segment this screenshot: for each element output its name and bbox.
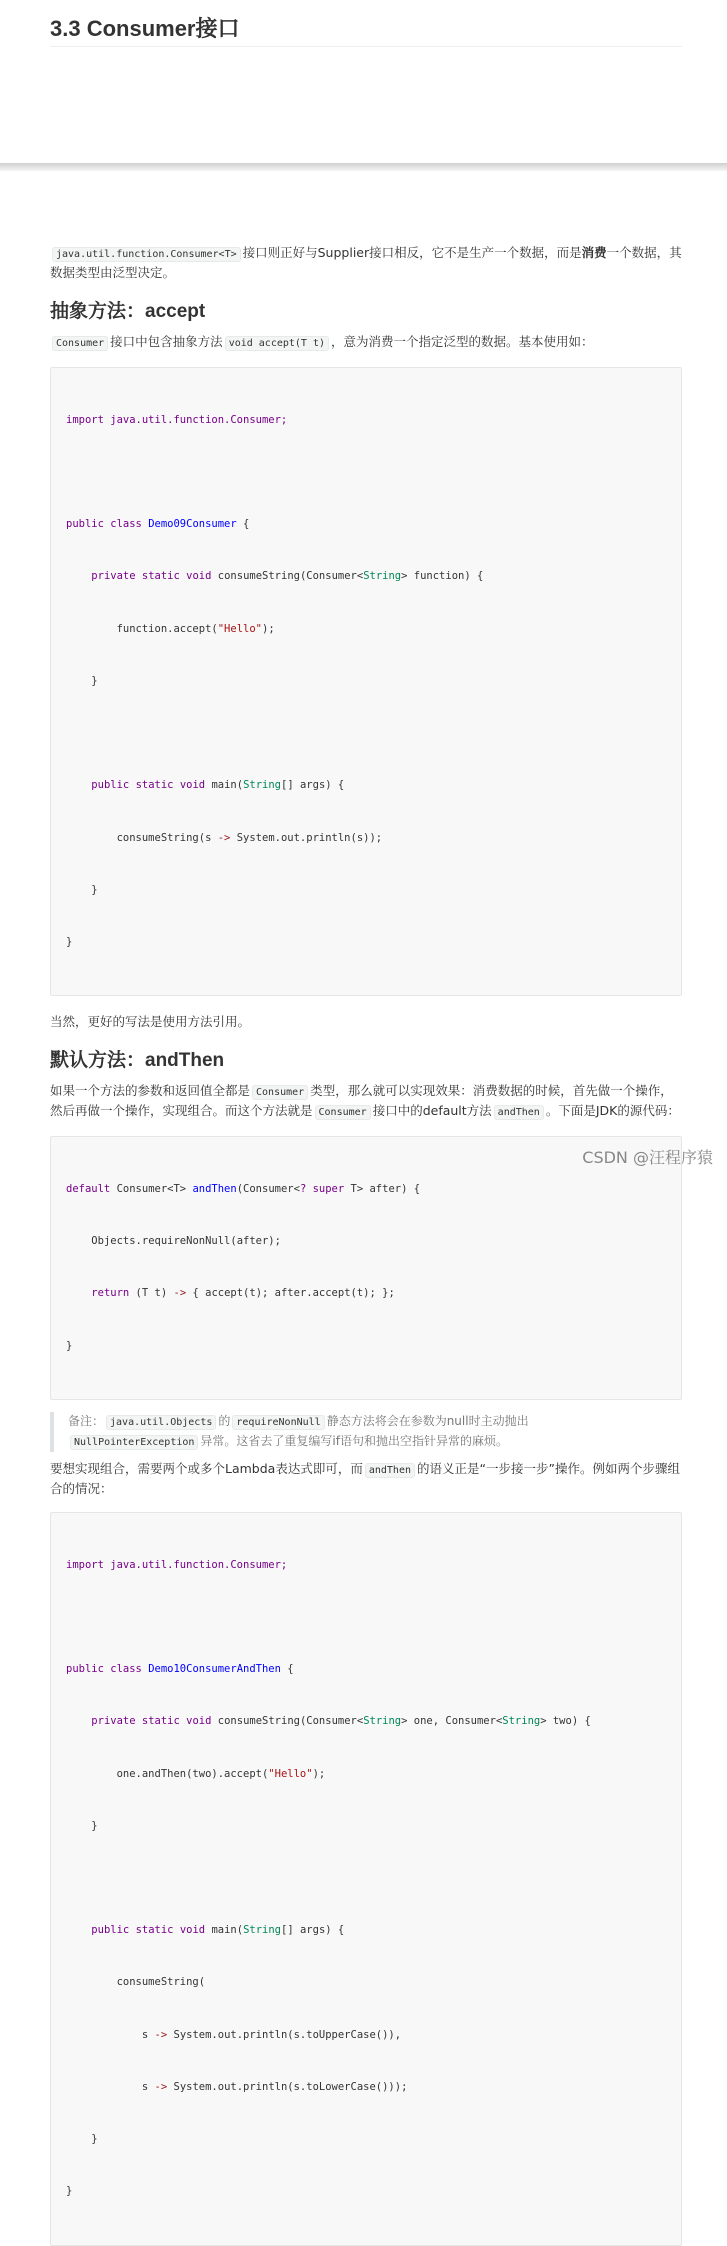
csdn-watermark: CSDN @汪程序猿 xyxy=(582,1148,713,1167)
combine-paragraph: 要想实现组合，需要两个或多个Lambda表达式即可，而 andThen 的语义正是“一步接一步”操作。例如两个步骤组合的情况： xyxy=(50,1460,680,1496)
code-line: } xyxy=(66,2185,73,2198)
inline-code: java.util.function.Consumer<T> xyxy=(52,247,241,262)
inline-code: andThen xyxy=(365,1463,415,1478)
code-line: } xyxy=(66,2133,98,2146)
article-content xyxy=(50,244,682,2246)
code-line: private static void consumeString(Consumer<String> one, Consumer<String> two) { xyxy=(91,1715,591,1728)
code-line xyxy=(66,1609,666,1626)
code-line: return (T t) -> { accept(t); after.accept(t); }; xyxy=(91,1287,395,1300)
code-block-consumer-demo[interactable] xyxy=(50,367,682,996)
code-block-andthen-demo[interactable] xyxy=(50,1512,682,2246)
code-line: import java.util.function.Consumer; xyxy=(66,413,288,426)
andthen-heading: 默认方法：andThen xyxy=(50,1050,225,1072)
code-line: public static void main(String[] args) { xyxy=(91,779,345,792)
inline-code: java.util.Objects xyxy=(106,1415,216,1430)
code-line: } xyxy=(66,1819,98,1832)
note-blockquote: 备注： java.util.Objects 的 requireNonNull 静态方法将会在参数为null时主动抛出 NullPointerException 异常。这省去了重复编写if语句和抛出空指针异常的麻烦。 xyxy=(50,1412,682,1452)
code-line: s -> System.out.println(s.toLowerCase())); xyxy=(141,2080,408,2093)
inline-code: Consumer xyxy=(52,336,108,351)
code-line: function.accept("Hello"); xyxy=(116,622,275,635)
code-line: } xyxy=(66,936,73,948)
inline-code: requireNonNull xyxy=(232,1415,324,1430)
code-line: default Consumer<T> andThen(Consumer<? super T> after) { xyxy=(66,1183,421,1196)
code-line: Objects.requireNonNull(after); xyxy=(91,1235,281,1248)
title-divider xyxy=(50,46,682,47)
code-line: import java.util.function.Consumer; xyxy=(66,1558,288,1571)
bold-text: 消费 xyxy=(581,245,607,260)
code-line: public static void main(String[] args) { xyxy=(91,1924,345,1937)
inline-code: andThen xyxy=(494,1105,544,1120)
code-line xyxy=(66,464,666,481)
code-line xyxy=(66,725,666,742)
code-line xyxy=(66,1870,666,1887)
page-break-divider xyxy=(0,163,727,171)
code-line: } xyxy=(66,883,98,896)
accept-paragraph: Consumer 接口中包含抽象方法 void accept(T t) ，意为消费一个指定泛型的数据。基本使用如： xyxy=(50,333,682,353)
inline-code: Consumer xyxy=(315,1105,371,1120)
inline-code: void accept(T t) xyxy=(225,336,329,351)
intro-paragraph: java.util.function.Consumer<T> 接口则正好与Supplier接口相反，它不是生产一个数据，而是消费一个数据，其数据类型由泛型决定。 xyxy=(50,245,682,280)
code-line: public class Demo09Consumer { xyxy=(66,518,250,531)
method-reference-paragraph: 当然，更好的写法是使用方法引用。 xyxy=(50,1014,251,1030)
code-line: public class Demo10ConsumerAndThen { xyxy=(66,1663,294,1676)
accept-heading: 抽象方法：accept xyxy=(50,301,206,322)
code-line: consumeString( xyxy=(116,1976,206,1989)
code-line: s -> System.out.println(s.toUpperCase()), xyxy=(141,2028,402,2041)
andthen-paragraph: 如果一个方法的参数和返回值全都是 Consumer 类型，那么就可以实现效果：消费数据的时候，首先做一个操作，然后再做一个操作，实现组合。而这个方法就是 Consumer 接口中的default方法 andThen 。下面是JDK的源代码： xyxy=(50,1083,680,1119)
code-line: } xyxy=(66,674,98,687)
code-line: one.andThen(two).accept("Hello"); xyxy=(116,1767,326,1780)
code-line: consumeString(s -> System.out.println(s)); xyxy=(116,831,383,844)
code-line: } xyxy=(66,1339,73,1352)
section-title: 3.3 Consumer接口 xyxy=(50,16,240,41)
code-line: private static void consumeString(Consumer<String> function) { xyxy=(91,570,484,583)
inline-code: NullPointerException xyxy=(70,1435,198,1450)
inline-code: Consumer xyxy=(252,1085,308,1100)
